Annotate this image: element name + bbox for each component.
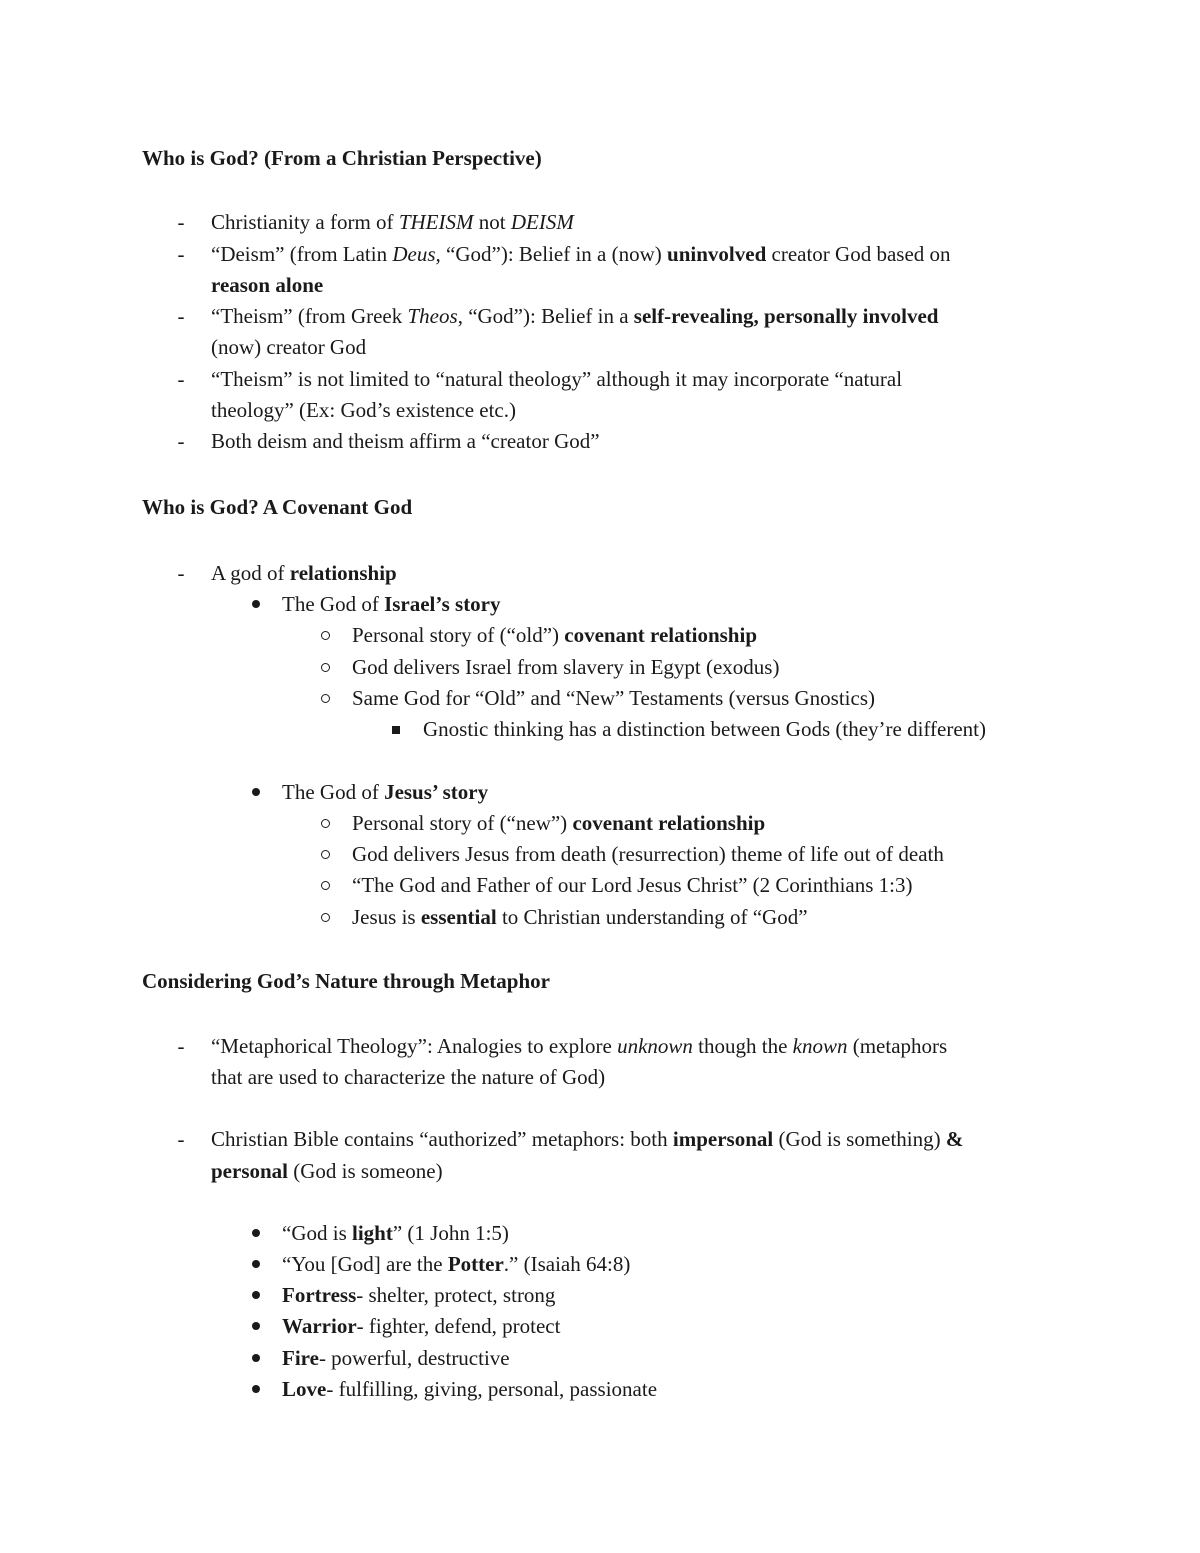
list-item-same-god: Same God for “Old” and “New” Testaments (versus Gnostics) <box>352 686 876 710</box>
dash-bullet: - <box>177 1034 185 1058</box>
list-item-natural-theology-cont: theology” (Ex: God’s existence etc.) <box>211 398 516 422</box>
list-item-metaphorical-theology-cont: that are used to characterize the nature of God) <box>211 1065 606 1089</box>
disc-bullet <box>252 1229 260 1237</box>
dash-bullet: - <box>177 304 185 328</box>
disc-bullet <box>252 600 260 608</box>
list-item-theism-definition: “Theism” (from Greek Theos, “God”): Belief in a self-revealing, personally involved <box>211 304 939 328</box>
list-item-metaphorical-theology: “Metaphorical Theology”: Analogies to explore unknown though the known (metaphors <box>211 1034 948 1058</box>
list-item-authorized-metaphors: Christian Bible contains “authorized” metaphors: both impersonal (God is something) & <box>211 1127 964 1151</box>
list-item-gnostic-thinking: Gnostic thinking has a distinction between Gods (they’re different) <box>423 717 986 741</box>
section-heading-christian-perspective: Who is God? (From a Christian Perspective) <box>142 146 542 170</box>
list-item-exodus: God delivers Israel from slavery in Egypt (exodus) <box>352 655 780 679</box>
dash-bullet: - <box>177 429 185 453</box>
circle-bullet <box>321 881 330 890</box>
list-item-natural-theology: “Theism” is not limited to “natural theology” although it may incorporate “natural <box>211 367 903 391</box>
disc-bullet <box>252 1354 260 1362</box>
list-item-relationship: A god of relationship <box>211 561 397 585</box>
disc-bullet <box>252 1385 260 1393</box>
list-item-deism-definition: “Deism” (from Latin Deus, “God”): Belief in a (now) uninvolved creator God based on <box>211 242 951 266</box>
list-item-jesus-story: The God of Jesus’ story <box>282 780 489 804</box>
list-item-metaphor-potter: “You [God] are the Potter.” (Isaiah 64:8) <box>282 1252 631 1276</box>
list-item-deism-definition-cont: reason alone <box>211 273 324 297</box>
list-item-creator-god: Both deism and theism affirm a “creator God” <box>211 429 600 453</box>
list-item-metaphor-warrior: Warrior- fighter, defend, protect <box>282 1314 561 1338</box>
dash-bullet: - <box>177 210 185 234</box>
circle-bullet <box>321 694 330 703</box>
circle-bullet <box>321 850 330 859</box>
disc-bullet <box>252 1322 260 1330</box>
list-item-israels-story: The God of Israel’s story <box>282 592 501 616</box>
dash-bullet: - <box>177 1127 185 1151</box>
circle-bullet <box>321 913 330 922</box>
circle-bullet <box>321 663 330 672</box>
list-item-metaphor-light: “God is light” (1 John 1:5) <box>282 1221 509 1245</box>
square-bullet <box>392 726 400 734</box>
list-item-metaphor-fire: Fire- powerful, destructive <box>282 1346 510 1370</box>
list-item-old-covenant: Personal story of (“old”) covenant relationship <box>352 623 757 647</box>
list-item-resurrection: God delivers Jesus from death (resurrection) theme of life out of death <box>352 842 944 866</box>
dash-bullet: - <box>177 242 185 266</box>
dash-bullet: - <box>177 561 185 585</box>
list-item-theism-definition-cont: (now) creator God <box>211 335 367 359</box>
section-heading-metaphor: Considering God’s Nature through Metaphor <box>142 969 550 993</box>
list-item-jesus-essential: Jesus is essential to Christian understanding of “God” <box>352 905 808 929</box>
dash-bullet: - <box>177 367 185 391</box>
list-item-corinthians: “The God and Father of our Lord Jesus Christ” (2 Corinthians 1:3) <box>352 873 913 897</box>
disc-bullet <box>252 788 260 796</box>
circle-bullet <box>321 631 330 640</box>
disc-bullet <box>252 1260 260 1268</box>
list-item-theism-deism: Christianity a form of THEISM not DEISM <box>211 210 574 234</box>
section-heading-covenant-god: Who is God? A Covenant God <box>142 495 413 519</box>
circle-bullet <box>321 819 330 828</box>
list-item-new-covenant: Personal story of (“new”) covenant relationship <box>352 811 766 835</box>
list-item-metaphor-fortress: Fortress- shelter, protect, strong <box>282 1283 556 1307</box>
list-item-authorized-metaphors-cont: personal (God is someone) <box>211 1159 443 1183</box>
disc-bullet <box>252 1291 260 1299</box>
list-item-metaphor-love: Love- fulfilling, giving, personal, passionate <box>282 1377 658 1401</box>
